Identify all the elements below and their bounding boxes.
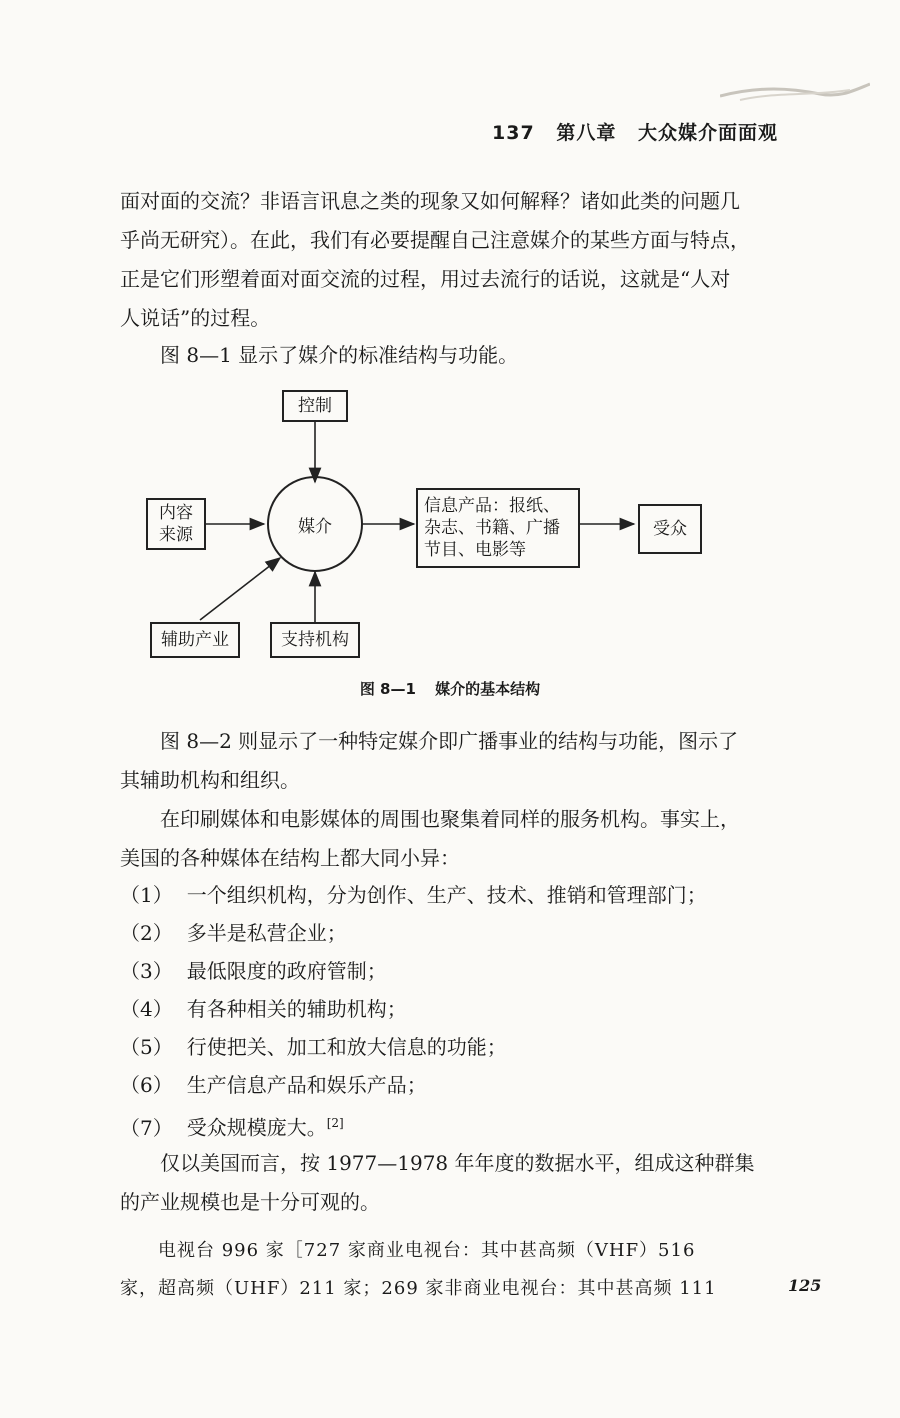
figure-caption-text: 媒介的基本结构	[435, 680, 541, 698]
node-control: 控制	[282, 390, 348, 422]
footnote-ref: [2]	[326, 1116, 344, 1130]
text-line: 人说话”的过程。	[120, 306, 271, 330]
text-line: 乎尚无研究）。在此，我们有必要提醒自己注意媒介的某些方面与特点，	[120, 228, 750, 252]
node-audience: 受众	[638, 504, 702, 554]
list-item: （7） 受众规模庞大。[2]	[120, 1115, 344, 1140]
running-head-chapter: 第八章	[556, 122, 617, 144]
figure-caption	[0, 678, 900, 699]
node-auxiliary-industries: 辅助产业	[150, 622, 240, 658]
paragraph-figure-intro	[120, 336, 780, 375]
page-number: 125	[788, 1276, 822, 1295]
list-item: （2） 多半是私营企业；	[120, 921, 347, 945]
text-line: 在印刷媒体和电影媒体的周围也聚集着同样的服务机构。事实上，	[120, 807, 740, 831]
paragraph-opening	[120, 182, 780, 338]
node-content-source: 内容 来源	[146, 498, 206, 550]
list-item: （5） 行使把关、加工和放大信息的功能；	[120, 1035, 507, 1059]
text-line: 的产业规模也是十分可观的。	[120, 1190, 380, 1214]
text-line: 图 8—1 显示了媒介的标准结构与功能。	[120, 343, 519, 367]
running-head	[492, 118, 778, 145]
node-information-products: 信息产品：报纸、 杂志、书籍、广播 节目、电影等	[416, 488, 580, 568]
statistics-small-print	[120, 1232, 780, 1308]
paragraph-industry-scale	[120, 1144, 780, 1222]
text-line: 仅以美国而言，按 1977—1978 年年度的数据水平，组成这种群集	[120, 1151, 755, 1175]
list-item: （3） 最低限度的政府管制；	[120, 959, 387, 983]
text-line: 正是它们形塑着面对面交流的过程，用过去流行的话说，这就是“人对	[120, 267, 731, 291]
text-line: 家，超高频（UHF）211 家；269 家非商业电视台：其中甚高频 111	[120, 1278, 717, 1299]
header-swoosh-ornament	[720, 78, 870, 108]
node-support-institutions: 支持机构	[270, 622, 360, 658]
list-item: （1） 一个组织机构，分为创作、生产、技术、推销和管理部门；	[120, 883, 707, 907]
text-line: 面对面的交流？非语言讯息之类的现象又如何解释？诸如此类的问题几	[120, 189, 740, 213]
text-line: 美国的各种媒体在结构上都大同小异：	[120, 846, 460, 870]
paragraph-figure-2	[120, 722, 780, 800]
text-line: 其辅助机构和组织。	[120, 768, 300, 792]
paragraph-service-institutions	[120, 800, 780, 878]
node-media: 媒介	[267, 476, 363, 572]
text-line: 电视台 996 家［727 家商业电视台：其中甚高频（VHF）516	[120, 1240, 696, 1261]
text-line: 图 8—2 则显示了一种特定媒介即广播事业的结构与功能，图示了	[120, 729, 739, 753]
list-item: （4） 有各种相关的辅助机构；	[120, 997, 407, 1021]
media-structure-diagram	[120, 380, 720, 680]
arrow-auxiliary-to-media	[200, 558, 280, 620]
running-head-title: 大众媒介面面观	[637, 122, 778, 144]
list-item: （6） 生产信息产品和娱乐产品；	[120, 1073, 427, 1097]
running-head-page: 137	[492, 122, 535, 144]
figure-caption-number: 图 8—1	[359, 680, 416, 698]
